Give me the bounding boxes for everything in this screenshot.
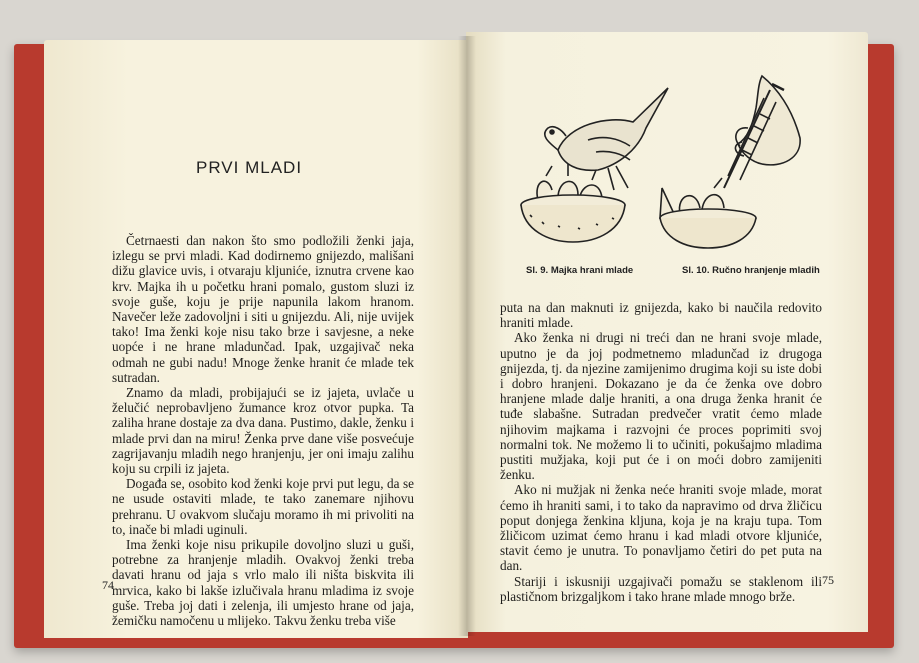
page-number-left: 74 — [102, 578, 114, 592]
paragraph: Znamo da mladi, probijajući se iz jajeta, uvlače u želučić neprobavljeno žumance kroz otvor pupka. Ta zaliha hrane dostaje za dva dana. Pustimo, dakle, ženku i mlade prvi dan na miru! Ženka prve dane više posvećuje zagrijavanju mladih nego hranjenju, jer oni imaju zalihu koju su crpili iz jajeta. — [112, 385, 414, 477]
chapter-title: PRVI MLADI — [196, 158, 303, 177]
paragraph: Ako ni mužjak ni ženka neće hraniti svoje mlade, morat ćemo ih hraniti sami, i to tako da napravimo od drva žličicu poput donjega ženkina kljuna, koja je na kraju tupa. Tom žličicom uzimat ćemo hranu i kad mladi otvore kljuniće, stavit ćemo je unutra. To ponavljamo četiri do pet puta na dan. — [500, 482, 822, 574]
paragraph: Ima ženki koje nisu prikupile dovoljno sluzi u guši, potrebne za hranjenje mladih. Ovakvoj ženki treba davati hranu od jaja s vrlo malo ili ništa biskvita ili mrvica, kako bi lakše izlučivala hranu mladima iz svoje guše. Treba joj dati i zelenja, ili umjesto hrane od jaja, žemičku namočenu u mlijeko. Takvu ženku treba više — [112, 537, 414, 629]
book-gutter — [458, 36, 476, 636]
paragraph-continued: puta na dan maknuti iz gnijezda, kako bi naučila redovito hraniti mlade. — [500, 300, 822, 331]
paragraph: Događa se, osobito kod ženki koje prvi put legu, da se ne usude ostaviti mlade, te tako zanemare njihovu prehranu. U ovakvom slučaju moramo ih mi privoliti na to, inače bi mladi uginuli. — [112, 476, 414, 537]
paragraph: Ako ženka ni drugi ni treći dan ne hrani svoje mlade, uputno je da joj podmetnemo mladunčad iz drugoga gnijezda, tj. da njezine zamijenimo drugima koji su iste dobi i dobro hranjeni. Dokazano je da će ženka ove dobro hranjene mlade dalje hraniti, a ona druga ženka hranit će tuđe slabašne. Sutradan predvečer vratit ćemo mlade njihovim majkama i razvojni će proces poprimiti svoj normalni tok. Ne možemo li to učiniti, pokušajmo mladima pustiti mužjaka, koji put će i on moći dobro zamijeniti ženku. — [500, 330, 822, 483]
figure-caption-10: Sl. 10. Ručno hranjenje mladih — [682, 265, 820, 276]
paragraph: Stariji i iskusniji uzgajivači pomažu se staklenom ili plastičnom brizgaljkom i tako hrane mlade mnogo brže. — [500, 573, 822, 604]
left-page-body — [112, 233, 414, 628]
page-number-right: 75 — [822, 573, 834, 587]
figure-caption-9: Sl. 9. Majka hrani mlade — [526, 265, 634, 276]
right-page-body — [500, 300, 822, 604]
hand-feeding-illustration — [652, 68, 812, 258]
paragraph: Četrnaesti dan nakon što smo podložili ženki jaja, izlegu se prvi mladi. Kad dodirnemo gnijezdo, mališani dižu glavice uvis, i otvaraju kljuniće, iznutra crvene kao krv. Majka ih u početku hrani pomalo, gustom sluzi iz svoje guše, koju je prije napunila lakom hranom. Navečer leže zadovoljni i siti u gnijezdu. Ali, nije uvijek tako! Ima ženki koje nisu tako brze i savjesne, a neke uopće i ne hrane mladunčad. Ipak, uzgajivač neka odmah ne gubi nadu! Mnoge ženke hranit će mlade tek sutradan. — [112, 233, 414, 385]
